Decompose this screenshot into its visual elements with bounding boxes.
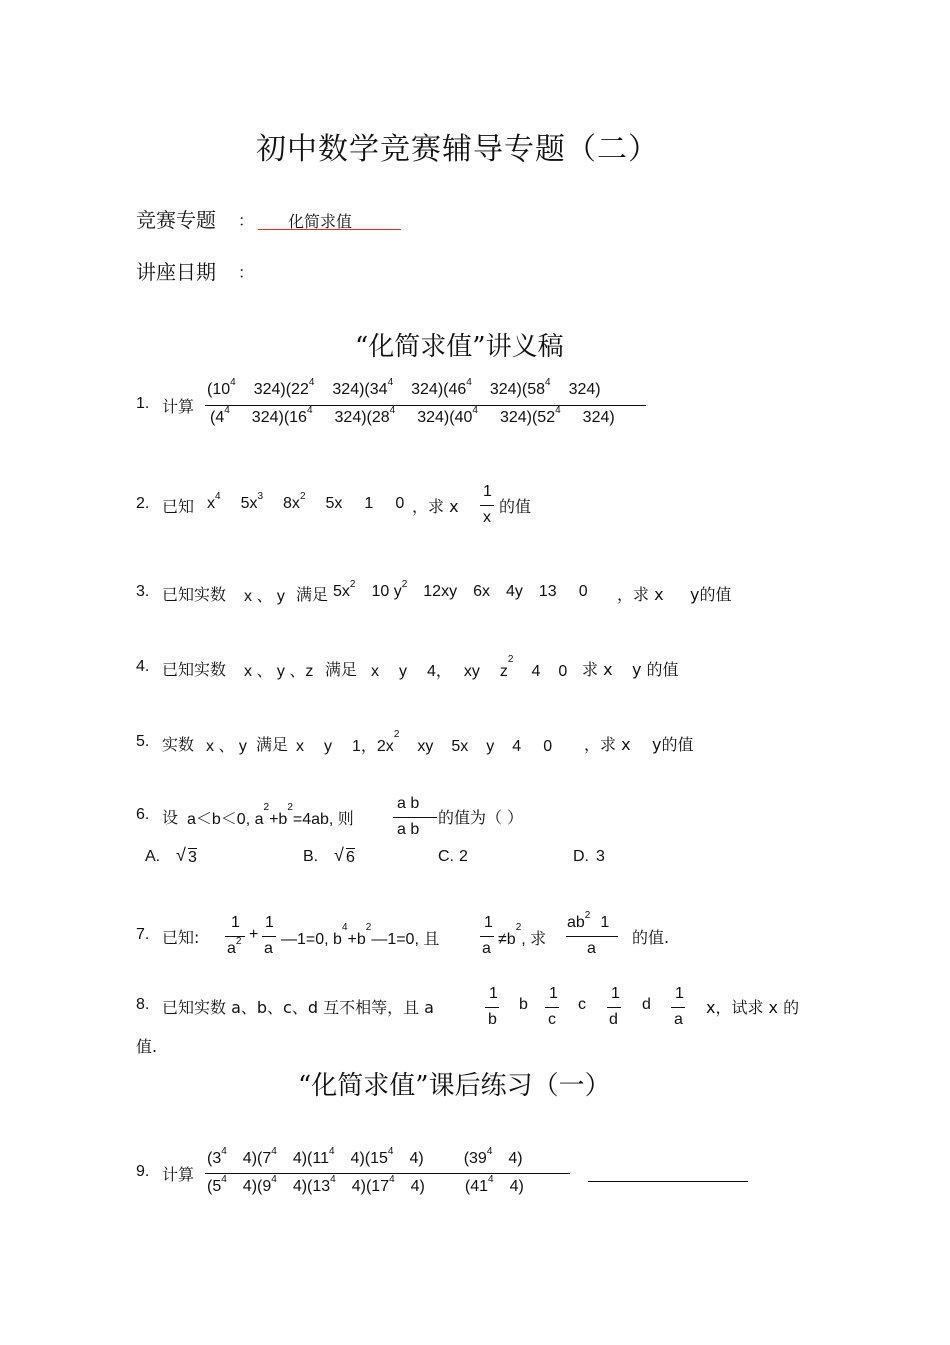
section-title-lecture: “化简求值”讲义稿 bbox=[355, 332, 564, 362]
fraction-numerator: 1 bbox=[484, 914, 493, 931]
fraction-numerator: ($3^4$ $4)(7^4$ $4)(11^4$ $4)(15^4$ 4) ($39^4$ 4) bbox=[207, 1146, 523, 1167]
question-text: ，求 x bbox=[617, 585, 664, 604]
topic-label: 竞赛专题 bbox=[136, 208, 216, 232]
fraction-numerator: ($10^4$ $324)(22^4$ $324)(34^4$ $324)(46^4$ $324)(58^4$ 324) bbox=[207, 377, 601, 398]
fraction-numerator: 1 bbox=[675, 985, 684, 1002]
option-label: A. bbox=[145, 848, 161, 865]
plus-sign: + bbox=[249, 926, 259, 943]
fraction-bar bbox=[607, 1007, 621, 1008]
fraction-denominator: d bbox=[609, 1011, 618, 1028]
fraction-numerator: 1 bbox=[265, 914, 274, 931]
question-text: 已知实数 bbox=[162, 660, 227, 679]
fraction-bar bbox=[205, 1173, 570, 1174]
variable: b bbox=[519, 996, 528, 1013]
date-label: 讲座日期 bbox=[136, 260, 216, 284]
fraction-denominator: a bbox=[482, 940, 491, 957]
question-number: 2. bbox=[136, 495, 150, 512]
question-text: 实数 bbox=[162, 735, 195, 754]
question-number: 1. bbox=[136, 395, 150, 412]
question-text: x，试求 x 的 bbox=[706, 998, 800, 1017]
sqrt-icon: √ bbox=[176, 845, 186, 865]
variable: c bbox=[578, 996, 586, 1013]
fraction-denominator: c bbox=[548, 1011, 556, 1028]
variables: x 、 y bbox=[244, 588, 285, 605]
fraction-denominator: $a^2$ bbox=[227, 936, 242, 957]
topic-colon: ： bbox=[238, 211, 255, 230]
question-text: 的值 bbox=[499, 497, 532, 516]
equation: x y 4， xy $z^24$ 0 bbox=[371, 654, 568, 680]
question-text: 的值. bbox=[632, 928, 670, 947]
topic-value: 化简求值 bbox=[288, 212, 353, 231]
inequality: $\ne b^2$, 求 bbox=[498, 922, 547, 948]
question-number: 7. bbox=[136, 926, 150, 943]
question-text: 计算 bbox=[162, 397, 195, 416]
question-text: 设 bbox=[162, 808, 179, 827]
question-number: 9. bbox=[136, 1163, 150, 1180]
question-number: 6. bbox=[136, 806, 150, 823]
question-text: 的值为（ ） bbox=[438, 808, 524, 827]
fraction-bar bbox=[393, 817, 437, 818]
question-text: 已知 bbox=[162, 497, 195, 516]
question-number: 4. bbox=[136, 658, 150, 675]
option-value: 3 bbox=[596, 848, 605, 865]
fraction-bar bbox=[545, 1007, 559, 1008]
fraction-denominator: ($5^4$ $4)(9^4$ $4)(13^4$ $4)(17^4$ 4) ($41^4$ 4) bbox=[207, 1174, 524, 1195]
fraction-denominator: x bbox=[483, 509, 491, 526]
fraction-numerator: a b bbox=[397, 795, 420, 812]
fraction-denominator: a b bbox=[397, 821, 420, 838]
variables: x 、 y bbox=[206, 738, 247, 755]
fraction-denominator: a bbox=[264, 940, 273, 957]
fraction-denominator: a bbox=[587, 940, 596, 957]
fraction-numerator: $ab^2$ 1 bbox=[567, 910, 610, 931]
section-title-homework: “化简求值”课后练习（一） bbox=[298, 1071, 611, 1101]
option-value: 2 bbox=[459, 848, 468, 865]
equation: $5x^2$ 10 $y^2$ 12xy 6x 4y 13 0 bbox=[333, 579, 588, 600]
condition: a＜b＜0, $a^2+b^2=4ab$, 则 bbox=[187, 802, 354, 828]
option-label: B. bbox=[303, 848, 319, 865]
question-number: 8. bbox=[136, 996, 150, 1013]
question-number: 3. bbox=[136, 583, 150, 600]
question-text: y 的值 bbox=[632, 660, 679, 679]
option-value: 6 bbox=[346, 849, 355, 866]
equation: —1=0, $b^4+b^2—1=0$, 且 bbox=[281, 922, 440, 948]
option-label: C. bbox=[438, 848, 454, 865]
fraction-bar bbox=[566, 936, 618, 937]
question-text: 已知: bbox=[162, 928, 200, 947]
sqrt-icon: √ bbox=[334, 845, 344, 865]
equation: $x^4$ $5x^3$ $8x^2$ 5x 1 0 bbox=[207, 491, 405, 512]
option-label: D. bbox=[573, 848, 589, 865]
topic-underline bbox=[258, 229, 401, 230]
fraction-denominator: a bbox=[674, 1011, 683, 1028]
page-title: 初中数学竞赛辅导专题（二） bbox=[256, 132, 659, 167]
question-text: 计算 bbox=[162, 1165, 195, 1184]
option-value: 3 bbox=[188, 849, 197, 866]
question-text: 求 x bbox=[582, 660, 613, 679]
fraction-denominator: ($4^4$ $324)(16^4$ $324)(28^4$ $324)(40^4$ $324)(52^4$ 324) bbox=[210, 405, 615, 426]
question-text: 满足 bbox=[296, 585, 329, 604]
fraction-bar bbox=[262, 936, 276, 937]
fraction-numerator: 1 bbox=[489, 985, 498, 1002]
fraction-numerator: 1 bbox=[483, 483, 492, 500]
question-text: ，求 x bbox=[584, 735, 631, 754]
fraction-bar bbox=[485, 1007, 499, 1008]
answer-blank[interactable] bbox=[588, 1181, 748, 1182]
fraction-numerator: 1 bbox=[231, 914, 240, 931]
fraction-bar bbox=[205, 405, 646, 406]
question-text: y的值 bbox=[690, 585, 732, 604]
question-text: y的值 bbox=[652, 735, 694, 754]
equation: x y 1，$2x^2xy$ 5x y 4 0 bbox=[296, 729, 553, 755]
variable: d bbox=[642, 996, 651, 1013]
question-number: 5. bbox=[136, 733, 150, 750]
fraction-bar bbox=[671, 1007, 685, 1008]
question-text: 已知实数 bbox=[162, 585, 227, 604]
fraction-numerator: 1 bbox=[611, 985, 620, 1002]
question-text: 满足 bbox=[256, 735, 289, 754]
question-text: 满足 bbox=[325, 660, 358, 679]
question-text: 已知实数 a、b、c、d 互不相等，且 a bbox=[162, 998, 434, 1017]
question-text: 值. bbox=[136, 1037, 158, 1056]
fraction-bar bbox=[480, 505, 494, 506]
fraction-numerator: 1 bbox=[549, 985, 558, 1002]
variables: x 、 y 、z bbox=[244, 663, 314, 680]
question-text: ，求 x bbox=[412, 497, 459, 516]
date-colon: ： bbox=[238, 263, 255, 282]
fraction-bar bbox=[225, 936, 245, 937]
fraction-denominator: b bbox=[488, 1011, 497, 1028]
fraction-bar bbox=[480, 936, 494, 937]
